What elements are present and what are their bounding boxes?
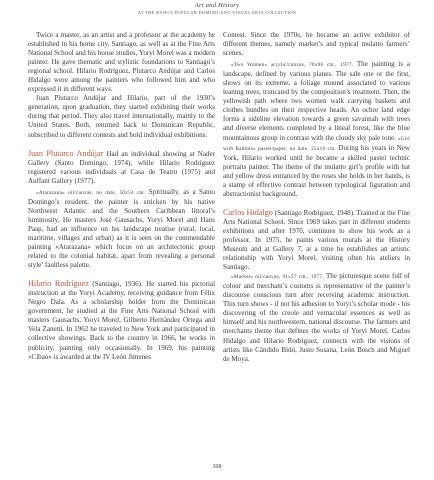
running-title: Art and History: [194, 2, 240, 9]
hilario-continuation: Contest. Since the 1970s, he became an active exhibitor of different themes, namely market’s and typical mulatto farmers’ scenes.: [223, 31, 410, 58]
andujar-artwork-paragraph: [28, 188, 215, 270]
left-column: [28, 31, 215, 362]
hilario-section: [28, 279, 215, 361]
girl-rabbits-text: During his years in New York, Hilario worked until he became a skilled pastel technic portraits painter. The theme of the mulatto girl’s profile with hat and yellow dress entranced by the roses she holds in her hands, is a stamp of effective contrast between typological figuration and abstractionist background.: [223, 143, 411, 198]
right-column: [223, 31, 410, 364]
artwork-caption-market: «Market» oil/canvas, 91x57 cm., 1977.: [231, 274, 324, 281]
intro-paragraph-1: Twice a master, as an artist and a professor at the academy he established in his home city, Santiago, as well as at the Fine Arts National School and his house studies, Yoryi Morel was a modern painter. He gave thematic and stylistic foundations to Santiago’s regional school. Hilario Rodríguez, Plutarco Andújar and Carlos Hidalgo were among the painters who followed him and who expressed it in different ways.: [28, 31, 215, 94]
andujar-artwork-text: Spiritually, as a Santo Domingo’s resident, the painter is stricken by his native Northwest Atlantic and the Southern Caribbean littoral’s luminosity. He masters José Gausachs, Yoryi Morel and Hans Paap, had an influence on his landscape treatise (rural, local, maritime, villages and urban) as it is seen on the commendable painting «Atarazana» which focus on an architectonic group related to the colonial habitat, apart from revealing a personal style’ faultless palette.: [28, 187, 216, 270]
hilario-bio: (Santiago, 1936). He started his pictorial instruction at the Yoryi Academy, receiving guidance from Félix Negro Dala. As a scholarship holder from the Dominican government, he studied at the Fine Arts National School with masters Gausachs, Yoryi Morel, Gilberto Hernández Ortega and Vela Zanetti. In 1962 he traveled to New York and participated in collective showings. Back to the country in 1966, he works in publicity, painting only occasionally. In 1969, his painting «Cibao» is awarded at the IV León Jimenes: [28, 280, 216, 361]
two-women-text: The painting is a landscape, defined by various planes. The sale one or the first, shows on its extreme, a foliage mound associated to various leaning trees, truncated by the composition’s treatment. Then, the yellowish path where two women walk carrying baskets and clothes bundles on their respective heads. An ochre land edge forms a sideline elevation towards a green savannah with trees and diverse elements completed by a lineal forest, like the blue mountainous group in contrast with the cloudy sky pale tone.: [223, 60, 411, 142]
artist-name-hidalgo: Carlos Hidalgo: [223, 207, 273, 217]
two-women-paragraph: [223, 60, 410, 199]
artist-name-andujar: Juan Plutarco Andújar: [28, 148, 104, 158]
andujar-bio: Had an individual showing at Nader Gallery (Santo Domingo, 1974), while Hilario Rodríguez registered various individuals at Casa de Teatro (1975) and Auffant Gallery (1977).: [28, 149, 215, 185]
andujar-section: [28, 149, 215, 186]
artwork-caption-atarazana: «Atarazana» oil/canvas, no date, 50x54 cm.: [36, 189, 146, 196]
hidalgo-section: [223, 208, 410, 272]
artist-name-hilario: Hilario Rodríguez: [28, 279, 89, 289]
intro-paragraph-2: Juan Plutarco Andújar and Hilario, part of the 1930’s generation, upon graduation, they started exhibiting their works during that period. They also travel internationally, mainly to the United States. Both, returned back to Dominican Republic, subscribed to different contests and hold individual exhibitions.: [28, 94, 215, 139]
hidalgo-bio: (Santiago Rodríguez, 1948). Trained at the Fine Arts National School. Since 1969 takes part in different students exhibitions and after 1970, continues to show his work as a professor. In 1975, he paints various murals at the History Museum and at Gallery 7, at a time he establishes an artistic relationship with Yoryi Morel, visiting often his ateliers in Santiago.: [223, 208, 410, 272]
artwork-caption-two-women: «Two Women» acrylic/canvas, 70x96 cm., 1977.: [231, 62, 354, 69]
page-header: [0, 2, 434, 16]
page-number: 308: [212, 464, 222, 470]
market-text: The picturesque scene full of colour and merchant’s customs is representative of the painter’s discourse conscious turn after receiving academic instruction. This turn shows - if not his adhesion to Yoryi’s scholar mode - his discovering of the creole and vernacular essences as well as himself and his northwestern, national discourse. The farmers and merchants theme that defines the works of Yoryi Morel, Carlos Hidalgo and Hilario Rodríguez, connects with the visions of artists like Cándido Bidó, Justo Susana, León Bosch and Miguel de Moya.: [223, 272, 410, 363]
artwork-caption-girl-rabbits: «Girl with Rabbits» pastel/paper, no date, 25x19 cm.: [223, 135, 410, 152]
running-subtitle: AT THE BANCO POPULAR DOMINICANO VISUAL ARTS COLLECTION: [137, 10, 297, 15]
market-paragraph: [223, 272, 410, 363]
